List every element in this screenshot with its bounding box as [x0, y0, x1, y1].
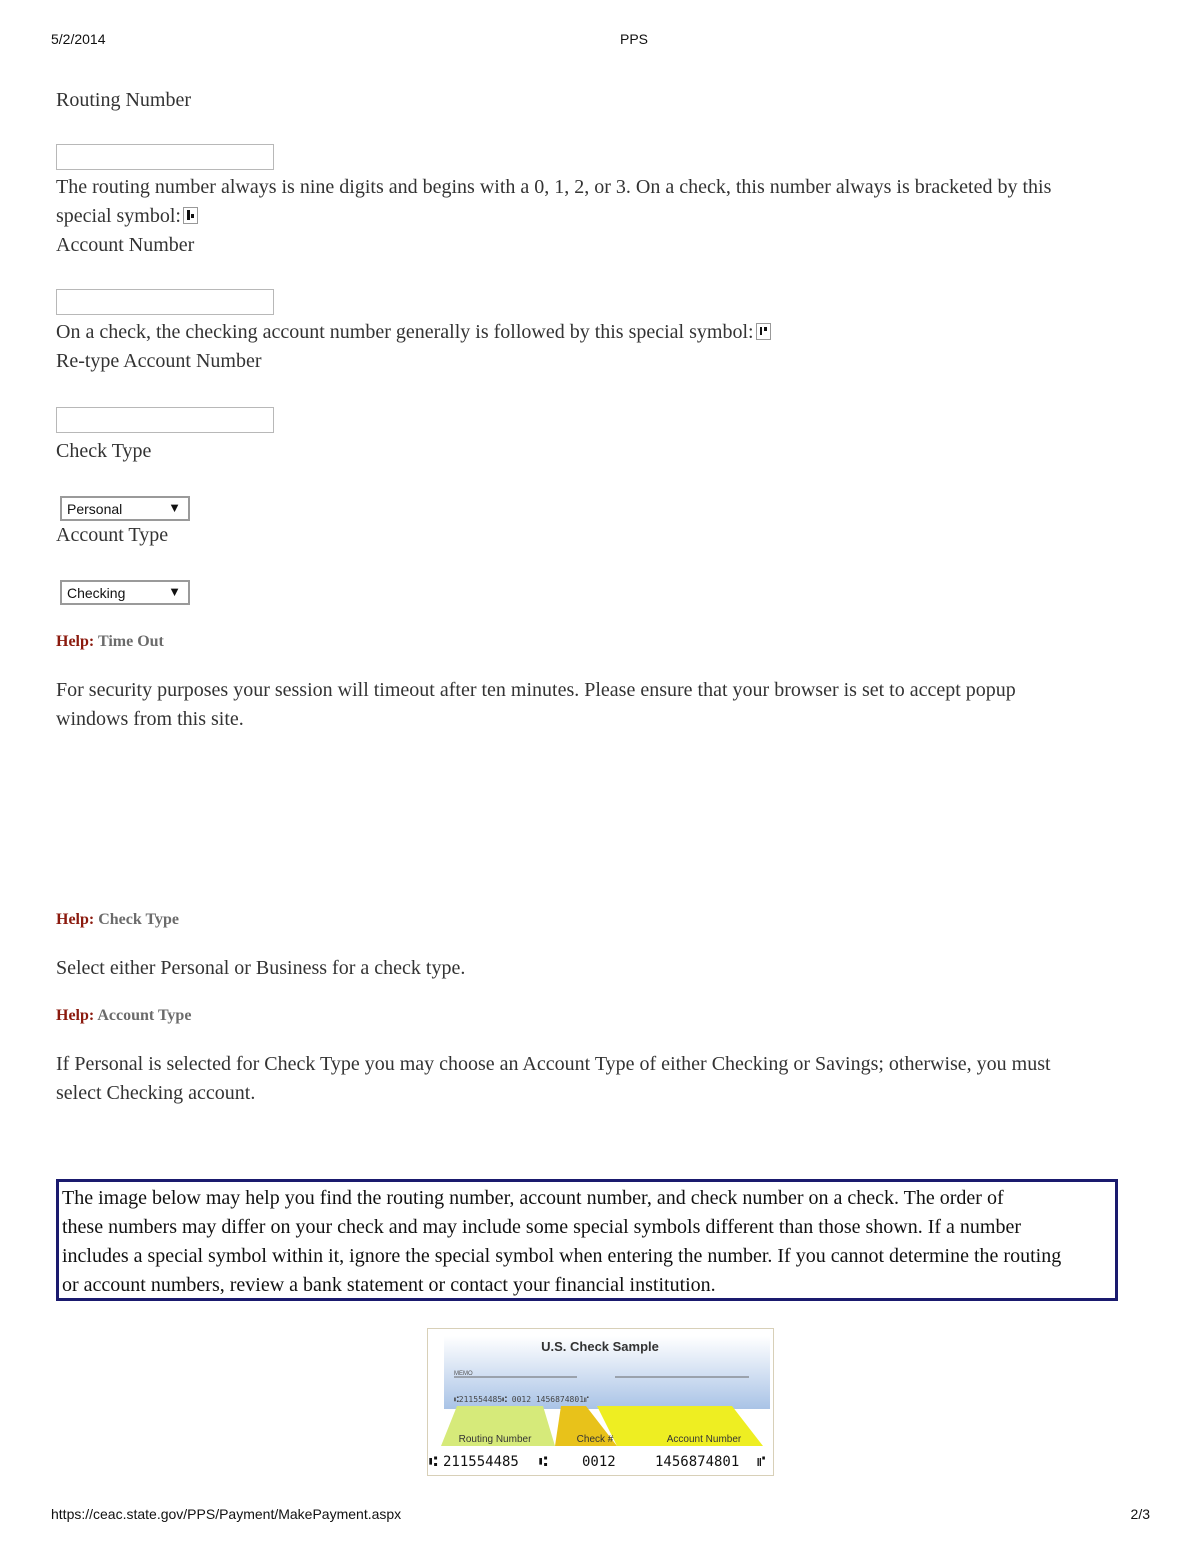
routing-number-caption: Routing Number [458, 1434, 532, 1445]
routing-number-input[interactable] [56, 144, 274, 170]
help-timeout-text [56, 676, 1146, 734]
routing-hint-line1: The routing number always is nine digits and begins with a 0, 1, 2, or 3. On a check, this number always is bracketed by this [56, 176, 1052, 198]
info-line1: The image below may help you find the routing number, account number, and check number on a check. The order of [62, 1187, 1004, 1209]
on-us-symbol-icon [756, 323, 771, 340]
check-info-box [56, 1179, 1118, 1301]
print-footer [0, 1506, 1200, 1526]
account-number-caption: Account Number [666, 1434, 742, 1445]
help-word: Help: [56, 1007, 95, 1024]
account-type-line2: select Checking account. [56, 1082, 256, 1104]
help-check-type-text: Select either Personal or Business for a check type. [56, 957, 466, 979]
print-title: PPS [620, 31, 649, 47]
account-type-label: Account Type [56, 524, 169, 546]
info-line4: or account numbers, review a bank statement or contact your financial institution. [62, 1274, 716, 1296]
help-topic: Check Type [98, 911, 179, 928]
routing-number-label: Routing Number [56, 89, 191, 111]
check-type-value: Personal [67, 501, 123, 517]
transit-symbol-icon [183, 207, 198, 224]
micr-on-us-symbol-icon: ⑈ [757, 1454, 766, 1470]
micr-transit-symbol-icon: ⑆ [539, 1454, 548, 1470]
help-check-type-heading [56, 910, 1146, 930]
dropdown-arrow-icon: ▼ [168, 500, 181, 515]
account-type-line1: If Personal is selected for Check Type you may choose an Account Type of either Checking or Savings; otherwise, you must [56, 1053, 1051, 1075]
check-sample-image [427, 1328, 774, 1476]
print-date: 5/2/2014 [51, 31, 106, 47]
routing-number-hint [56, 173, 1146, 231]
help-topic: Account Type [97, 1007, 192, 1024]
account-hint-text: On a check, the checking account number generally is followed by this special symbol: [56, 321, 754, 343]
retype-account-label: Re-type Account Number [56, 350, 262, 372]
check-type-select[interactable] [60, 496, 190, 521]
help-timeout-heading [56, 632, 1146, 652]
help-word: Help: [56, 911, 95, 928]
check-memo-label: MEMO [454, 1371, 473, 1377]
micr-routing-number: 211554485 [443, 1454, 519, 1470]
micr-transit-symbol-icon: ⑆ [429, 1454, 438, 1470]
info-line3: includes a special symbol within it, ignore the special symbol when entering the number. If you cannot determine the routing [62, 1245, 1062, 1267]
routing-hint-line2: special symbol: [56, 205, 181, 227]
check-micr-line: ⑆211554485⑆ 0012 1456874801⑈ [454, 1395, 589, 1404]
timeout-line2: windows from this site. [56, 708, 244, 730]
help-account-type-text [56, 1050, 1146, 1108]
help-account-type-heading [56, 1006, 1146, 1026]
help-word: Help: [56, 633, 95, 650]
print-url: https://ceac.state.gov/PPS/Payment/MakePayment.aspx [51, 1506, 402, 1522]
print-header [0, 31, 1200, 51]
info-line2: these numbers may differ on your check and may include some special symbols different than those shown. If a number [62, 1216, 1022, 1238]
dropdown-arrow-icon: ▼ [168, 584, 181, 599]
account-type-value: Checking [67, 585, 126, 601]
account-number-label: Account Number [56, 234, 195, 256]
print-page-number: 2/3 [1130, 1506, 1150, 1522]
check-type-label: Check Type [56, 440, 152, 462]
check-number-caption: Check # [576, 1434, 614, 1445]
payment-form [56, 86, 1146, 1108]
account-type-select[interactable] [60, 580, 190, 605]
account-number-input[interactable] [56, 289, 274, 315]
micr-check-number: 0012 [582, 1454, 616, 1470]
account-number-hint [56, 318, 1146, 347]
micr-account-number: 1456874801 [655, 1454, 740, 1470]
timeout-line1: For security purposes your session will timeout after ten minutes. Please ensure that your browser is set to accept popup [56, 679, 1016, 701]
check-sample-title: U.S. Check Sample [541, 1339, 659, 1354]
retype-account-input[interactable] [56, 407, 274, 433]
help-topic: Time Out [97, 633, 164, 650]
